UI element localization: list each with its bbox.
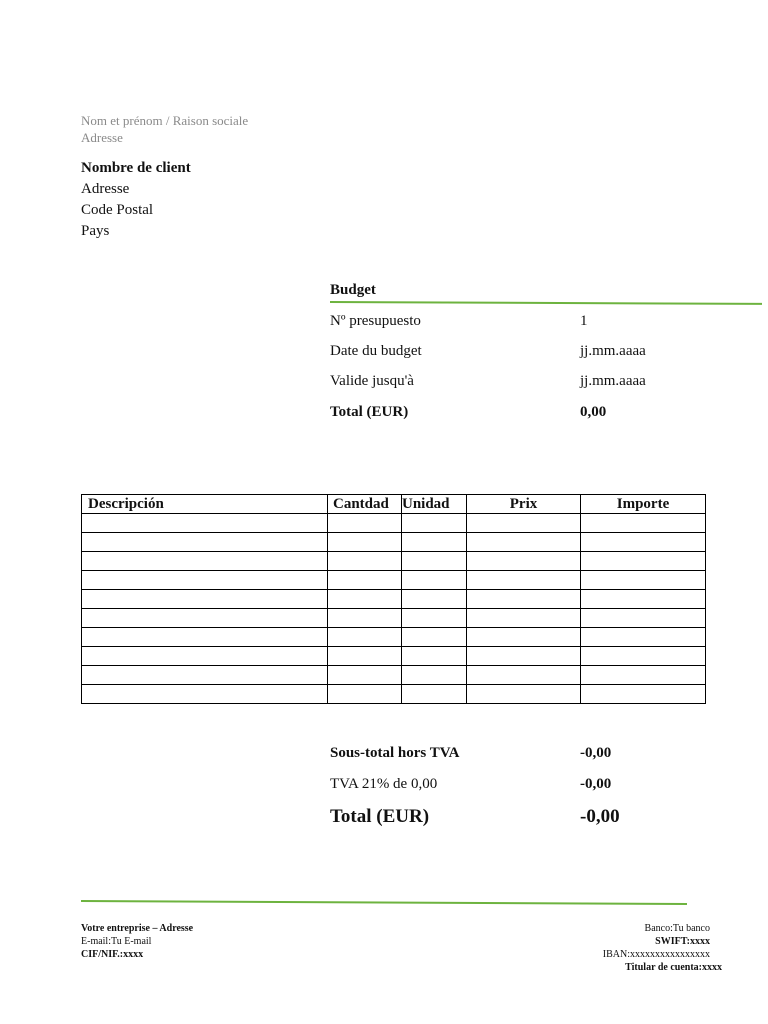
accent-divider-bottom <box>81 900 687 905</box>
table-cell <box>328 609 402 628</box>
budget-date-label: Date du budget <box>330 343 422 359</box>
budget-date-row <box>330 343 690 365</box>
table-cell <box>82 590 328 609</box>
table-cell <box>402 571 467 590</box>
grand-total-label: Total (EUR) <box>330 806 430 827</box>
table-cell <box>467 647 581 666</box>
footer-company: Votre entreprise – Adresse <box>81 923 194 934</box>
budget-total-label: Total (EUR) <box>330 404 409 420</box>
budget-title: Budget <box>330 282 376 298</box>
budget-valid-row <box>330 373 690 395</box>
table-cell <box>82 685 328 704</box>
tax-value: -0,00 <box>580 776 612 792</box>
table-cell <box>328 514 402 533</box>
table-cell <box>82 533 328 552</box>
table-cell <box>328 647 402 666</box>
table-cell <box>467 514 581 533</box>
footer-bank: Banco:Tu banco <box>644 923 710 934</box>
table-cell <box>467 533 581 552</box>
table-cell <box>581 590 706 609</box>
table-cell <box>467 628 581 647</box>
table-cell <box>402 685 467 704</box>
grand-total-row <box>330 806 690 830</box>
table-cell <box>402 666 467 685</box>
table-cell <box>82 609 328 628</box>
table-cell <box>402 533 467 552</box>
table-cell <box>581 647 706 666</box>
footer-swift: SWIFT:xxxx <box>655 936 710 947</box>
table-cell <box>328 590 402 609</box>
table-cell <box>467 590 581 609</box>
client-postal-code: Code Postal <box>81 202 154 218</box>
footer-cif: CIF/NIF.:xxxx <box>81 949 144 960</box>
footer-holder: Titular de cuenta:xxxx <box>625 962 722 973</box>
budget-total-value: 0,00 <box>580 404 607 420</box>
footer-bank-info <box>602 922 722 974</box>
table-row <box>82 552 706 571</box>
table-row <box>82 628 706 647</box>
budget-valid-label: Valide jusqu'à <box>330 373 414 389</box>
sender-name: Nom et prénom / Raison sociale <box>81 113 249 128</box>
budget-valid-value: jj.mm.aaaa <box>580 373 646 389</box>
grand-total-value: -0,00 <box>580 806 620 827</box>
subtotal-value: -0,00 <box>580 745 612 761</box>
footer-email: E-mail:Tu E-mail <box>81 936 152 947</box>
table-cell <box>467 685 581 704</box>
sender-address: Adresse <box>81 130 123 145</box>
table-cell <box>581 552 706 571</box>
items-table-body <box>82 514 706 704</box>
table-cell <box>467 666 581 685</box>
column-header-quantity: Cantdad <box>328 495 402 514</box>
table-cell <box>328 571 402 590</box>
table-row <box>82 647 706 666</box>
items-table <box>81 494 706 704</box>
table-cell <box>581 514 706 533</box>
column-header-description: Descripción <box>82 495 328 514</box>
table-row <box>82 533 706 552</box>
budget-number-label: Nº presupuesto <box>330 313 421 329</box>
table-cell <box>82 628 328 647</box>
subtotal-row <box>330 745 690 769</box>
table-cell <box>467 609 581 628</box>
table-row <box>82 666 706 685</box>
sender-block <box>81 112 248 146</box>
tax-label: TVA 21% de 0,00 <box>330 776 438 792</box>
table-row <box>82 609 706 628</box>
table-cell <box>581 609 706 628</box>
table-cell <box>581 571 706 590</box>
footer-iban: IBAN:xxxxxxxxxxxxxxxx <box>602 949 710 960</box>
table-row <box>82 514 706 533</box>
table-cell <box>402 552 467 571</box>
table-row <box>82 590 706 609</box>
accent-divider-top <box>330 301 762 305</box>
column-header-unit: Unidad <box>402 495 467 514</box>
table-cell <box>82 571 328 590</box>
client-block <box>81 158 191 242</box>
budget-total-row <box>330 404 690 426</box>
table-cell <box>328 533 402 552</box>
footer-company-info <box>81 922 193 961</box>
table-cell <box>467 571 581 590</box>
table-cell <box>402 590 467 609</box>
table-cell <box>82 666 328 685</box>
client-country: Pays <box>81 223 110 239</box>
table-cell <box>82 647 328 666</box>
table-cell <box>328 685 402 704</box>
client-name: Nombre de client <box>81 160 191 176</box>
budget-number-value: 1 <box>580 313 588 329</box>
table-cell <box>581 685 706 704</box>
table-cell <box>402 647 467 666</box>
table-cell <box>581 666 706 685</box>
table-cell <box>328 666 402 685</box>
table-row <box>82 571 706 590</box>
table-cell <box>402 628 467 647</box>
table-cell <box>581 628 706 647</box>
subtotal-label: Sous-total hors TVA <box>330 745 460 761</box>
table-cell <box>82 552 328 571</box>
column-header-price: Prix <box>467 495 581 514</box>
table-cell <box>467 552 581 571</box>
table-cell <box>402 609 467 628</box>
table-row <box>82 685 706 704</box>
table-cell <box>402 514 467 533</box>
column-header-amount: Importe <box>581 495 706 514</box>
budget-date-value: jj.mm.aaaa <box>580 343 646 359</box>
tax-row <box>330 776 690 800</box>
client-address: Adresse <box>81 181 130 197</box>
table-header-row <box>82 495 706 514</box>
table-cell <box>328 552 402 571</box>
budget-number-row <box>330 313 690 335</box>
table-cell <box>581 533 706 552</box>
table-cell <box>82 514 328 533</box>
table-cell <box>328 628 402 647</box>
